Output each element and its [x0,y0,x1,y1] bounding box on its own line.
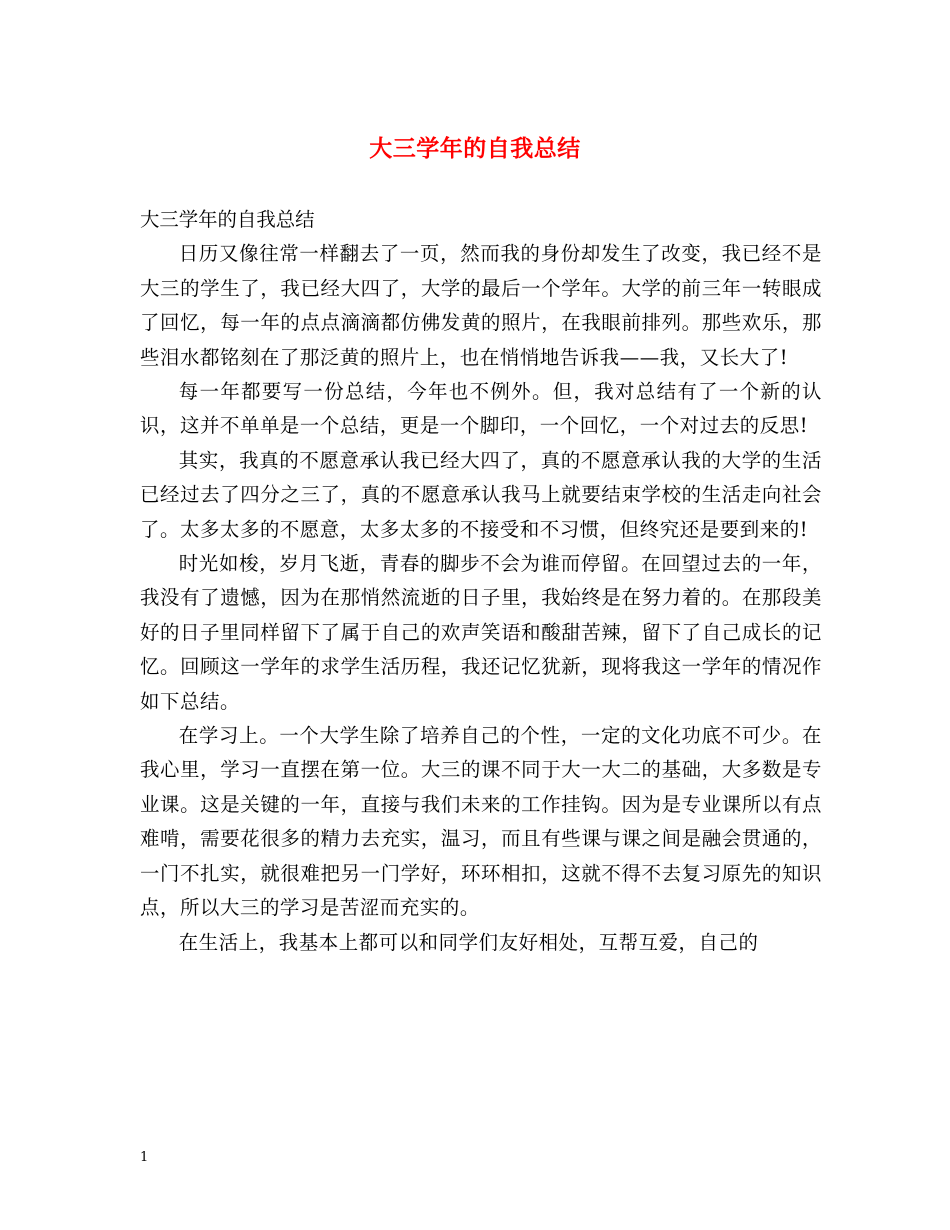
paragraph-5: 在学习上。一个大学生除了培养自己的个性，一定的文化功底不可少。在我心里，学习一直摆在第一位。大三的课不同于大一大二的基础，大多数是专业课。这是关键的一年，直接与我们未来的工作挂钩。因为是专业课所以有点难啃，需要花很多的精力去充实，温习，而且有些课与课之间是融会贯通的，一门不扎实，就很难把另一门学好，环环相扣，这就不得不去复习原先的知识点，所以大三的学习是苦涩而充实的。 [140,724,822,920]
paragraph-6: 在生活上，我基本上都可以和同学们友好相处，互帮互爱，自己的 [178,930,759,954]
document-heading: 大三学年的自我总结 [140,208,315,231]
paragraph-3: 其实，我真的不愿意承认我已经大四了，真的不愿意承认我的大学的生活已经过去了四分之三了，真的不愿意承认我马上就要结束学校的生活走向社会了。太多太多的不愿意，太多太多的不接受和不习惯，但终究还是要到来的! [140,448,822,541]
paragraph-1: 日历又像往常一样翻去了一页，然而我的身份却发生了改变，我已经不是大三的学生了，我已经大四了，大学的最后一个学年。大学的前三年一转眼成了回忆，每一年的点点滴滴都仿佛发黄的照片，在我眼前排列。那些欢乐，那些泪水都铭刻在了那泛黄的照片上，也在悄悄地告诉我——我，又长大了! [140,242,822,369]
paragraph-2: 每一年都要写一份总结，今年也不例外。但，我对总结有了一个新的认识，这并不单单是一个总结，更是一个脚印，一个回忆，一个对过去的反思! [140,380,822,438]
page-title: 大三学年的自我总结 [369,135,581,162]
document-body [140,203,822,960]
paragraph-4: 时光如梭，岁月飞逝，青春的脚步不会为谁而停留。在回望过去的一年，我没有了遗憾，因为在那悄然流逝的日子里，我始终是在努力着的。在那段美好的日子里同样留下了属于自己的欢声笑语和酸甜苦辣，留下了自己成长的记忆。回顾这一学年的求学生活历程，我还记忆犹新，现将我这一学年的情况作如下总结。 [140,552,822,713]
page-number: 1 [140,1150,149,1165]
